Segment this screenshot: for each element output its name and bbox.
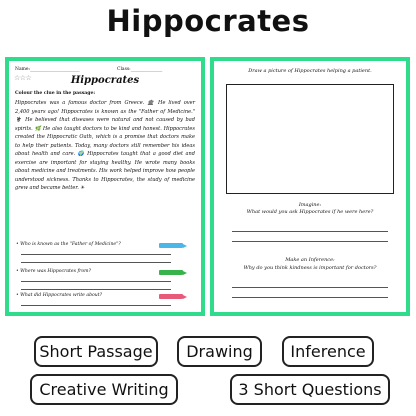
answer-line	[232, 231, 388, 232]
question-1: • Who is known as the "Father of Medicine"?	[16, 242, 121, 247]
worksheet-paper	[9, 61, 201, 312]
answer-line	[21, 289, 171, 290]
worksheet-instruction: Colour the clue in the passage:	[15, 91, 96, 96]
drawing-box	[226, 84, 394, 194]
rating-stars: ☆☆☆	[14, 74, 32, 82]
tag-short-passage: Short Passage	[34, 336, 158, 367]
tag-creative-writing: Creative Writing	[30, 374, 178, 405]
answer-line	[21, 281, 171, 282]
class-label: Class:	[117, 67, 131, 72]
reading-worksheet	[5, 57, 205, 316]
imagine-question: What would you ask Hippocrates if he were here?	[246, 209, 374, 215]
answer-line	[21, 262, 171, 263]
green-crayon-icon	[159, 270, 183, 275]
draw-instruction: Draw a picture of Hippocrates helping a patient.	[248, 68, 372, 74]
worksheet-heading: Hippocrates	[70, 75, 140, 86]
worksheet-paper	[214, 61, 406, 312]
answer-line	[21, 305, 171, 306]
tag-inference: Inference	[282, 336, 374, 367]
answer-line	[232, 241, 388, 242]
question-2: • Where was Hippocrates from?	[16, 269, 91, 274]
page-title: Hippocrates	[106, 4, 310, 38]
activity-worksheet	[210, 57, 410, 316]
answer-line	[232, 297, 388, 298]
tag-three-short-questions: 3 Short Questions	[230, 374, 390, 405]
question-3: • What did Hippocrates write about?	[16, 293, 103, 298]
name-label: Name:	[15, 67, 31, 72]
blue-crayon-icon	[159, 243, 183, 248]
imagine-label: Imagine:	[298, 202, 322, 208]
pink-crayon-icon	[159, 294, 183, 299]
inference-question: Why do you think kindness is important for doctors?	[243, 265, 377, 271]
class-field: Class:______________	[117, 67, 163, 72]
answer-line	[232, 287, 388, 288]
reading-passage: Hippocrates was a famous doctor from Greece. 🏛 He lived over 2,400 years ago! Hippocrates is known as the "Father of Medicine." ⚕ He believed that diseases were natural and not caused by bad spirits. 🌿 He also taught doctors to be kind and honest. Hippocrates created the Hippocratic Oath, which is a promise that doctors make to help their patients. Today, many doctors still remember his ideas about health and care. 🌍 Hippocrates taught that a good diet and exercise are important for staying healthy. He wrote many books about medicine and treatments. His work helped improve how people understood sickness. Thanks to Hippocrates, the study of medicine grew and became better. ☀	[15, 100, 195, 192]
name-field: Name:______________________	[15, 67, 80, 72]
tag-drawing: Drawing	[177, 336, 262, 367]
answer-line	[21, 254, 171, 255]
inference-label: Make an Inference:	[285, 257, 335, 263]
